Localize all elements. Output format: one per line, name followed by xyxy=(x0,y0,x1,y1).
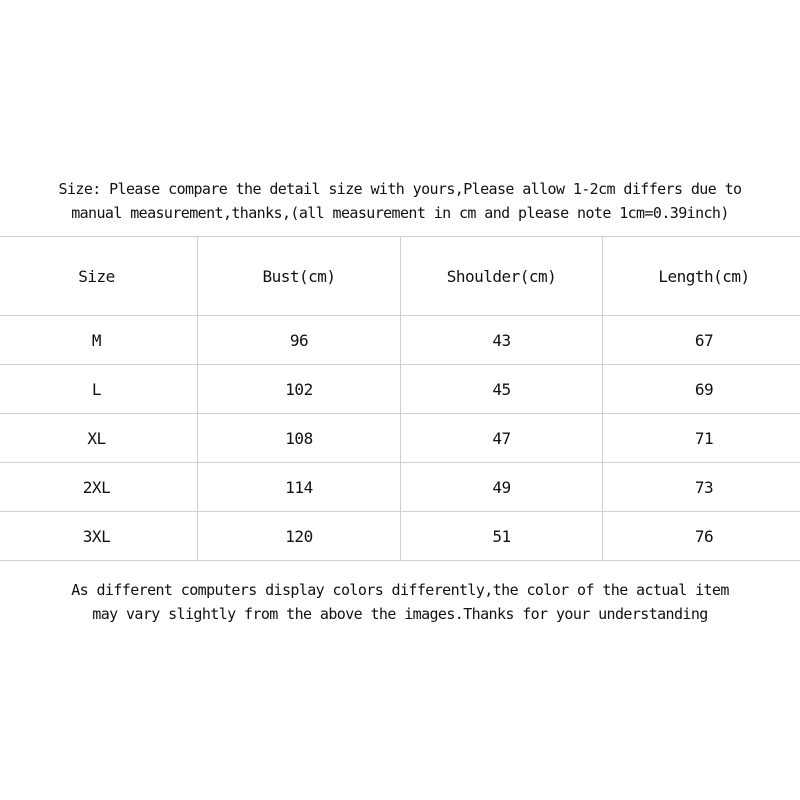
header-bust: Bust(cm) xyxy=(198,237,401,316)
header-size: Size xyxy=(0,237,198,316)
cell-shoulder: 43 xyxy=(401,316,603,365)
intro-note xyxy=(0,177,800,225)
cell-size: 2XL xyxy=(0,463,198,512)
table-header-row xyxy=(0,237,800,316)
table-row xyxy=(0,512,800,561)
intro-line-1: Size: Please compare the detail size with yours,Please allow 1-2cm differs due to xyxy=(58,180,742,198)
table-row xyxy=(0,365,800,414)
cell-length: 73 xyxy=(603,463,800,512)
cell-size: 3XL xyxy=(0,512,198,561)
footer-line-1: As different computers display colors differently,the color of the actual item xyxy=(71,581,729,599)
cell-bust: 102 xyxy=(198,365,401,414)
table-row xyxy=(0,414,800,463)
cell-bust: 108 xyxy=(198,414,401,463)
header-shoulder: Shoulder(cm) xyxy=(401,237,603,316)
cell-size: L xyxy=(0,365,198,414)
cell-bust: 114 xyxy=(198,463,401,512)
footer-note xyxy=(0,578,800,626)
cell-bust: 96 xyxy=(198,316,401,365)
cell-shoulder: 51 xyxy=(401,512,603,561)
table-row xyxy=(0,316,800,365)
header-length: Length(cm) xyxy=(603,237,800,316)
size-chart-table xyxy=(0,236,800,561)
cell-bust: 120 xyxy=(198,512,401,561)
cell-shoulder: 47 xyxy=(401,414,603,463)
cell-length: 71 xyxy=(603,414,800,463)
cell-length: 67 xyxy=(603,316,800,365)
intro-line-2: manual measurement,thanks,(all measurement in cm and please note 1cm=0.39inch) xyxy=(71,204,729,222)
cell-size: M xyxy=(0,316,198,365)
footer-line-2: may vary slightly from the above the images.Thanks for your understanding xyxy=(92,605,708,623)
cell-length: 69 xyxy=(603,365,800,414)
cell-shoulder: 49 xyxy=(401,463,603,512)
cell-length: 76 xyxy=(603,512,800,561)
cell-size: XL xyxy=(0,414,198,463)
cell-shoulder: 45 xyxy=(401,365,603,414)
table-row xyxy=(0,463,800,512)
